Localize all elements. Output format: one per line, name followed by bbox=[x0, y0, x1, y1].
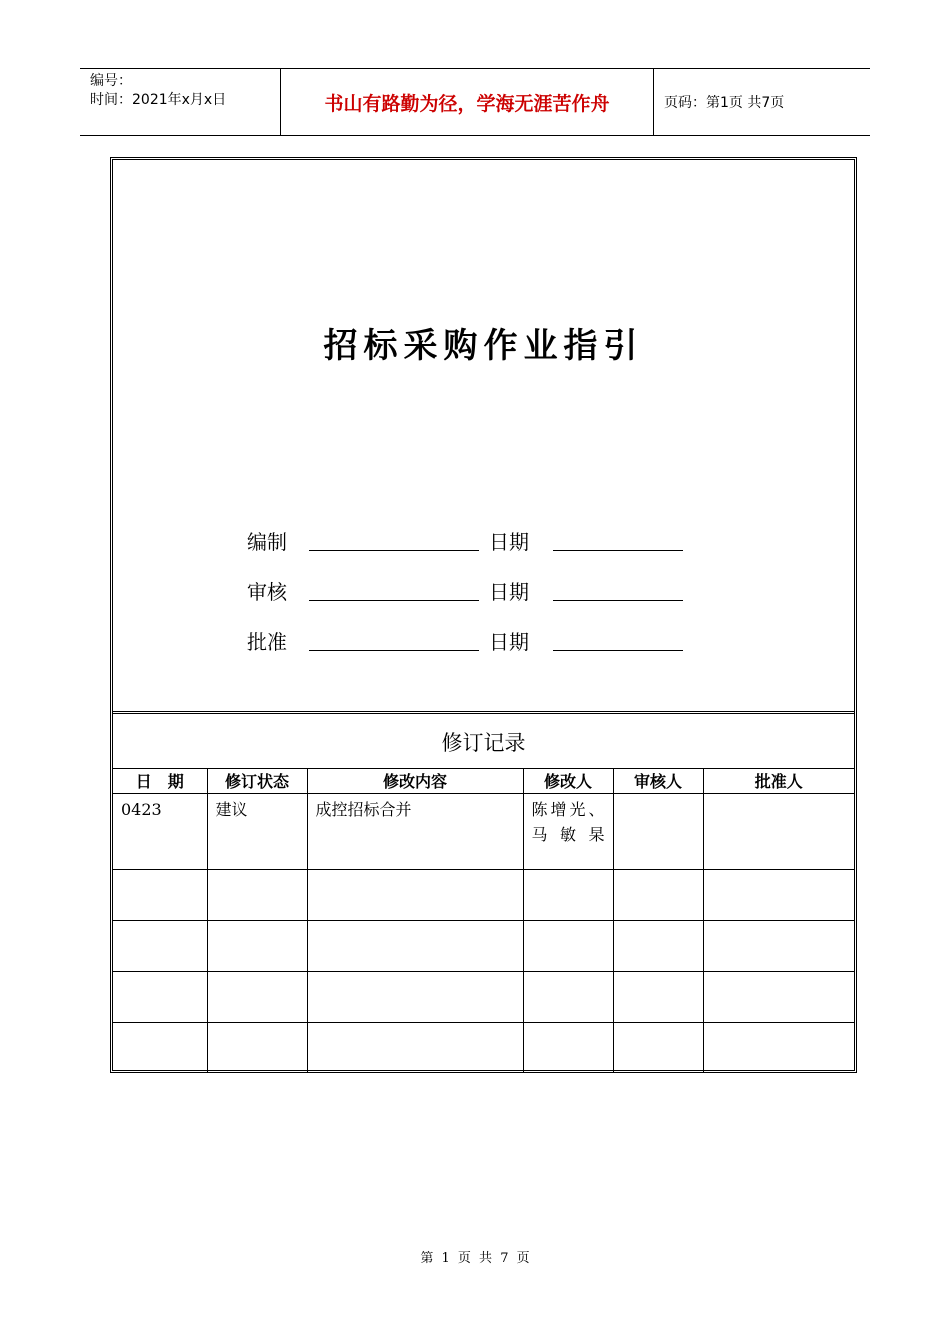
date-line bbox=[553, 600, 683, 601]
cell-reviewer bbox=[613, 920, 703, 971]
cell-approver bbox=[703, 920, 854, 971]
cell-date: 0423 bbox=[113, 793, 207, 869]
column-header-status: 修订状态 bbox=[207, 769, 307, 793]
sign-label: 编制 bbox=[247, 530, 287, 554]
cell-content: 成控招标合并 bbox=[307, 793, 523, 869]
sign-row-review bbox=[247, 576, 697, 606]
cell-status bbox=[207, 869, 307, 920]
document-frame bbox=[110, 157, 857, 1073]
document-title: 招标采购作业指引 bbox=[323, 326, 644, 366]
time-label: 时间：2021年x月x日 bbox=[90, 92, 227, 108]
header-meta bbox=[80, 69, 281, 135]
date-line bbox=[553, 650, 683, 651]
header-motto: 书山有路勤为径，学海无涯苦作舟 bbox=[281, 69, 654, 135]
column-header-modifier: 修改人 bbox=[523, 769, 613, 793]
cell-reviewer bbox=[613, 1022, 703, 1073]
cell-approver bbox=[703, 971, 854, 1022]
cell-content bbox=[307, 869, 523, 920]
cell-status bbox=[207, 971, 307, 1022]
cell-modifier: 陈增光、马敏杲 bbox=[523, 793, 613, 869]
cell-date bbox=[113, 971, 207, 1022]
cell-date bbox=[113, 869, 207, 920]
table-row bbox=[113, 971, 854, 1022]
cell-date bbox=[113, 1022, 207, 1073]
signature-line bbox=[309, 650, 479, 651]
signature-line bbox=[309, 600, 479, 601]
table-header-row bbox=[113, 769, 854, 793]
column-header-date: 日 期 bbox=[113, 769, 207, 793]
sign-label: 审核 bbox=[247, 580, 287, 604]
table-row bbox=[113, 920, 854, 971]
column-header-reviewer: 审核人 bbox=[613, 769, 703, 793]
cell-reviewer bbox=[613, 869, 703, 920]
cell-status bbox=[207, 920, 307, 971]
cell-status bbox=[207, 1022, 307, 1073]
serial-label: 编号： bbox=[90, 73, 132, 89]
cell-status: 建议 bbox=[207, 793, 307, 869]
table-row bbox=[113, 869, 854, 920]
cell-modifier bbox=[523, 1022, 613, 1073]
column-header-approver: 批准人 bbox=[703, 769, 854, 793]
cell-reviewer bbox=[613, 971, 703, 1022]
cell-modifier bbox=[523, 920, 613, 971]
cell-content bbox=[307, 971, 523, 1022]
revision-table bbox=[113, 769, 854, 1073]
cell-approver bbox=[703, 1022, 854, 1073]
page-footer: 第 1 页 共 7 页 bbox=[420, 1251, 530, 1266]
header-page-info: 页码：第1页 共7页 bbox=[664, 95, 785, 111]
column-header-content: 修改内容 bbox=[307, 769, 523, 793]
date-label: 日期 bbox=[489, 580, 529, 604]
signature-line bbox=[309, 550, 479, 551]
sign-row-compile bbox=[247, 526, 697, 556]
cell-reviewer bbox=[613, 793, 703, 869]
sign-row-approve bbox=[247, 626, 697, 656]
table-row bbox=[113, 1022, 854, 1073]
page-header bbox=[80, 68, 870, 136]
cell-modifier bbox=[523, 971, 613, 1022]
cell-date bbox=[113, 920, 207, 971]
date-label: 日期 bbox=[489, 630, 529, 654]
cell-approver bbox=[703, 793, 854, 869]
cell-modifier bbox=[523, 869, 613, 920]
revision-record-title: 修订记录 bbox=[113, 717, 854, 769]
cover-section bbox=[113, 160, 854, 714]
cell-content bbox=[307, 920, 523, 971]
cell-approver bbox=[703, 869, 854, 920]
date-label: 日期 bbox=[489, 530, 529, 554]
date-line bbox=[553, 550, 683, 551]
sign-label: 批准 bbox=[247, 630, 287, 654]
table-row bbox=[113, 793, 854, 869]
cell-content bbox=[307, 1022, 523, 1073]
